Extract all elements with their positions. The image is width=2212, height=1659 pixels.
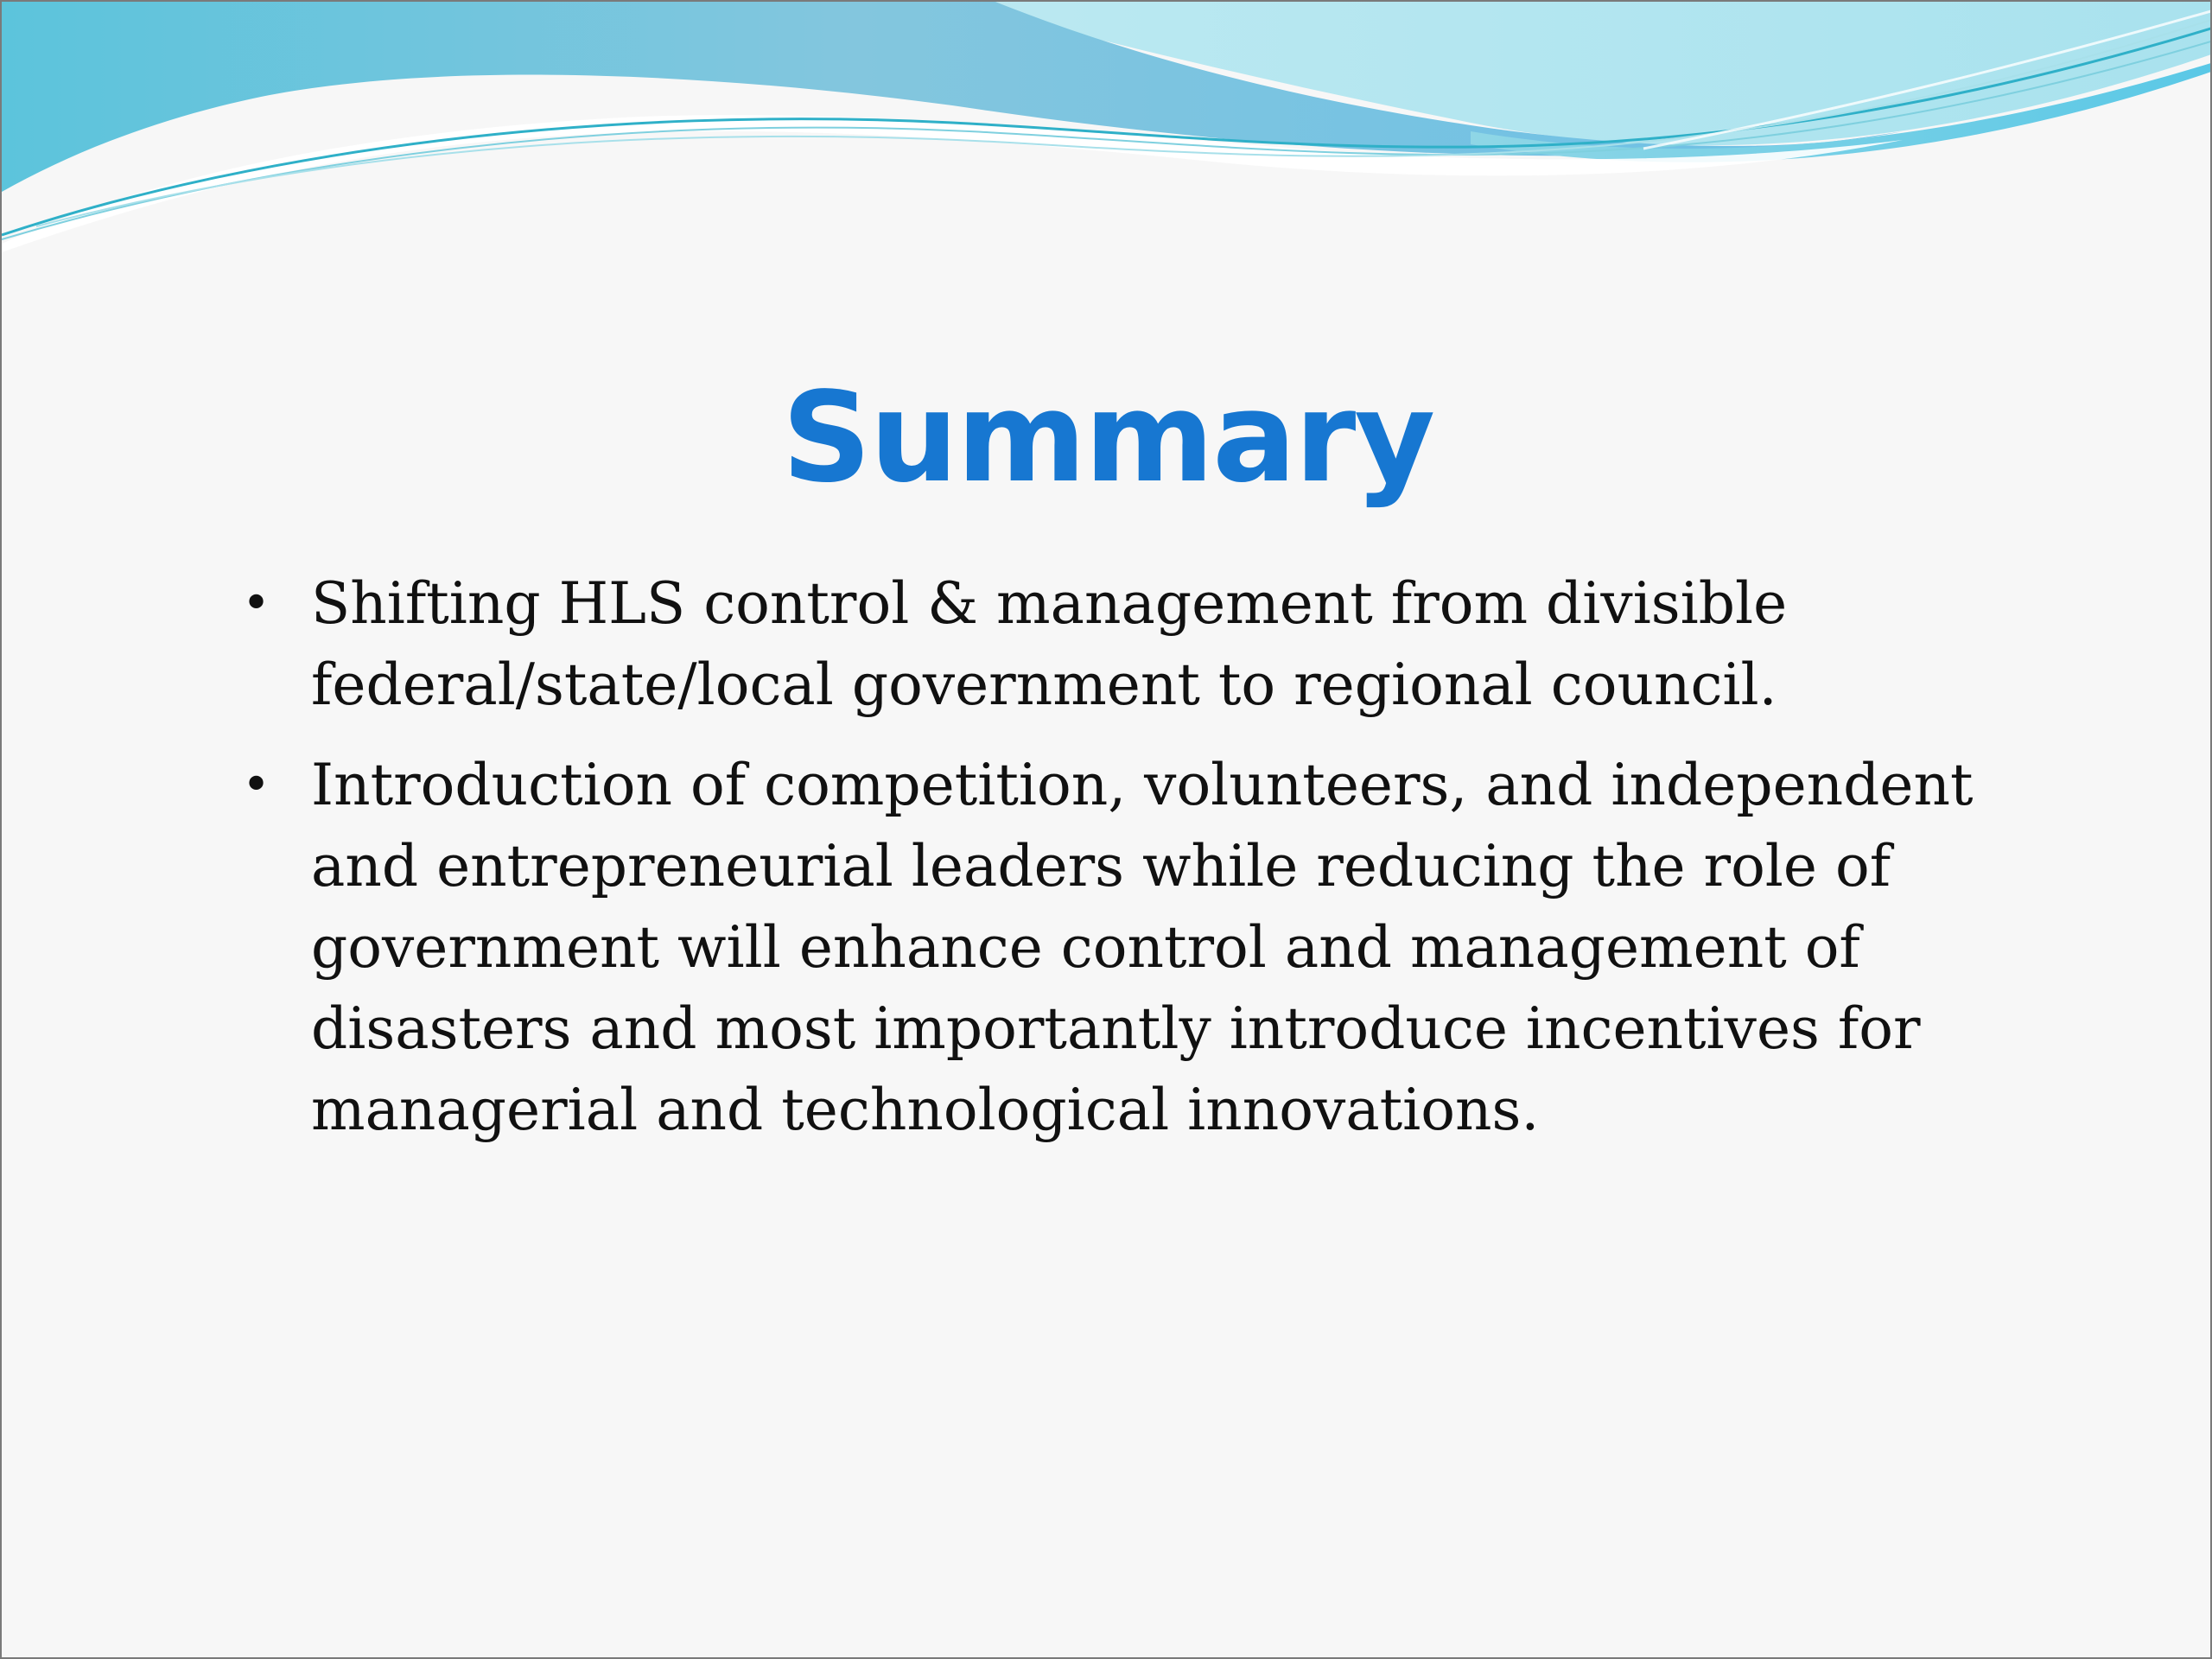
bullet-marker: • xyxy=(242,757,271,813)
bullet-text: Introduction of competition, volunteers, and independent and entrepreneurial leaders while reducing the role of government will enhance control and management of disasters and most importantly introduce incentives for managerial and technological innovations. xyxy=(311,752,1974,1143)
wave-banner-decoration xyxy=(2,2,2212,261)
bullet-marker: • xyxy=(242,575,271,632)
bullet-item xyxy=(235,563,2050,726)
bullet-text: Shifting HLS control & management from divisible federal/state/local government to regional council. xyxy=(311,570,1788,718)
bullet-item xyxy=(235,745,2050,1151)
bullet-list xyxy=(235,563,2050,1170)
slide-title: Summary xyxy=(781,365,1434,511)
